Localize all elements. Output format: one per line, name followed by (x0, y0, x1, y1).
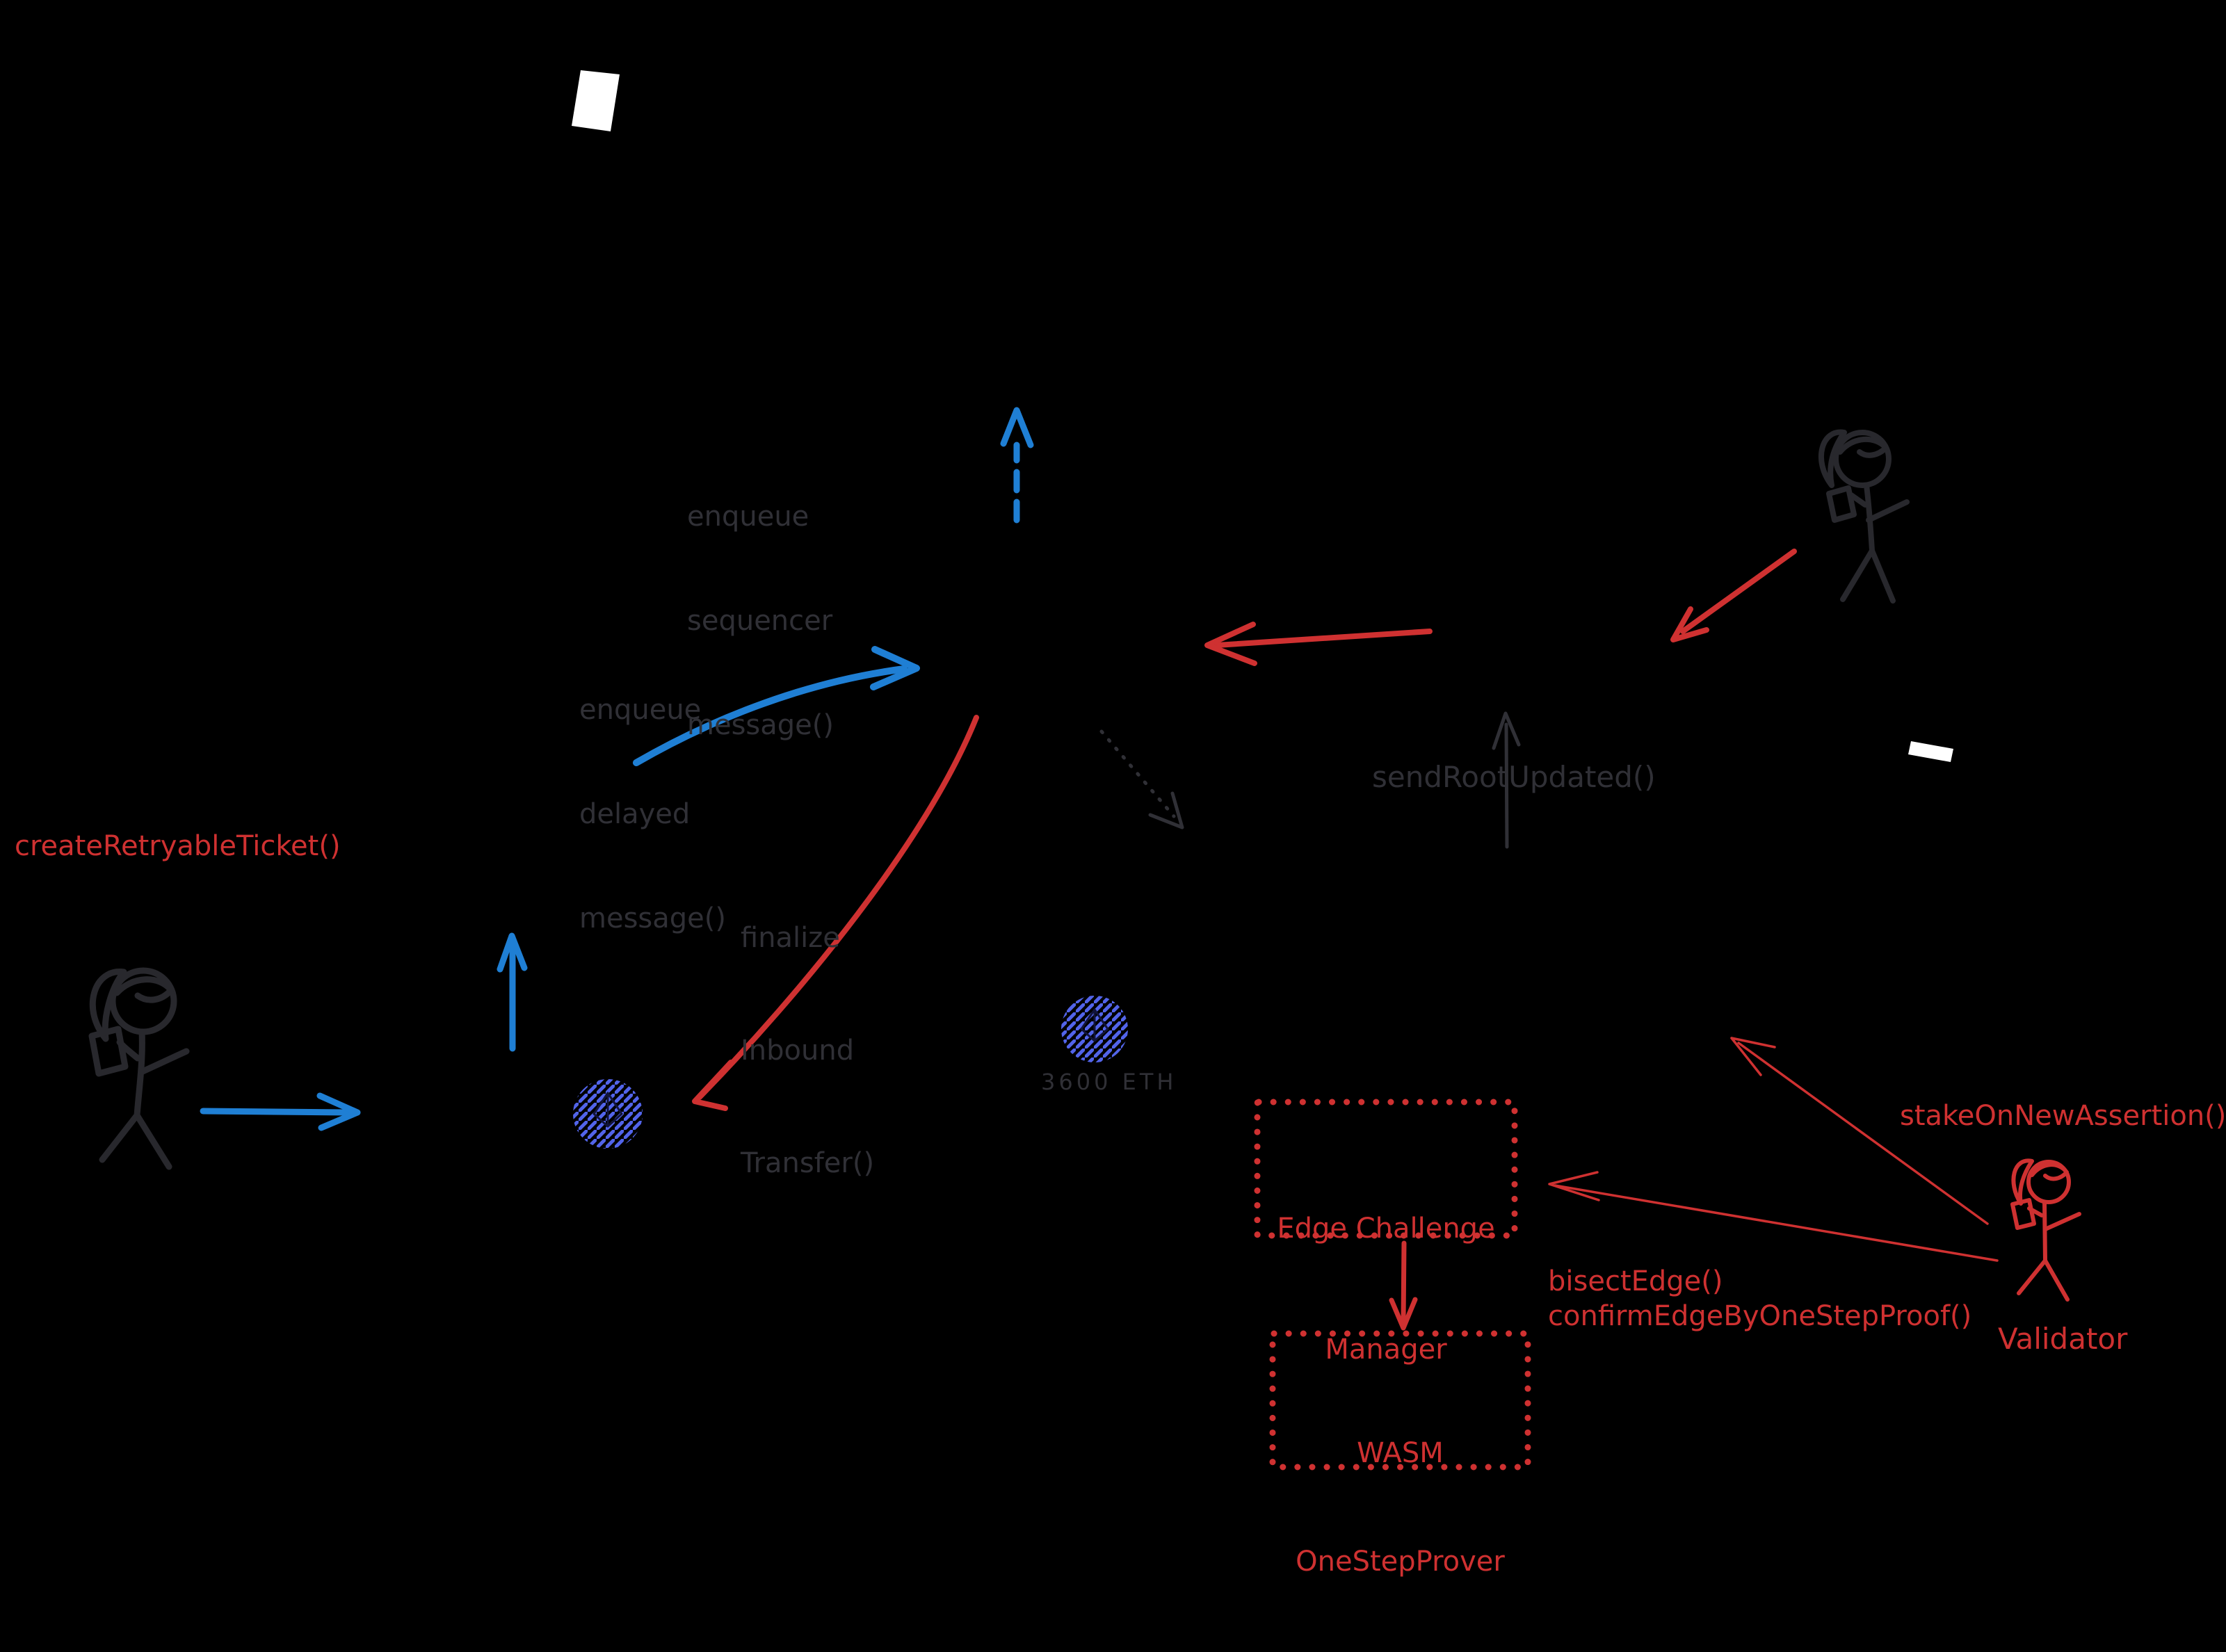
label-send-root-updated: sendRootUpdated() (1372, 760, 1656, 794)
eth-token-bridge-icon (573, 1079, 643, 1149)
label-eth-amount: 3600 ETH (1041, 1069, 1177, 1095)
shaft (1739, 1043, 1987, 1224)
label-wasm-one-step-prover: WASM OneStepProver (1296, 1437, 1505, 1578)
arrow-bridge-up (500, 936, 524, 1048)
label-create-retryable-ticket: createRetryableTicket() (15, 830, 341, 862)
hair (117, 980, 171, 1000)
hair (1840, 439, 1886, 455)
arrowhead (1549, 1172, 1599, 1200)
label-enqueue-delayed-message: enqueue delayed message() (579, 694, 726, 934)
shaft (1555, 1185, 1997, 1261)
user-figure (92, 971, 186, 1167)
arrow-dotted-outbox (1102, 731, 1182, 827)
document-bar-icon (1908, 741, 1953, 762)
phone (2013, 1200, 2034, 1228)
arrow-validator-to-ecm (1549, 1172, 1997, 1261)
label-bisect-edge: bisectEdge() (1548, 1265, 1723, 1297)
shaft (1683, 551, 1794, 631)
body (2044, 1202, 2045, 1261)
arrowhead (695, 1062, 731, 1108)
shaft (1217, 631, 1430, 645)
right-arm (2045, 1214, 2079, 1229)
arrow-poster-down (1673, 551, 1794, 640)
legs (1843, 551, 1893, 601)
document-note-icon (572, 70, 620, 131)
legs (102, 1115, 169, 1167)
arrow-batch-left (1207, 624, 1430, 663)
shaft (1102, 731, 1174, 816)
arrow-dashed-up (1003, 410, 1031, 520)
validator-figure (2013, 1160, 2079, 1299)
label-confirm-edge-by-one-step-proof: confirmEdgeByOneStepProof() (1548, 1300, 1972, 1332)
label-stake-on-new-assertion: stakeOnNewAssertion() (1900, 1100, 2226, 1132)
arrowhead (1003, 410, 1031, 445)
legs (2019, 1261, 2067, 1299)
arrowhead (1150, 793, 1182, 827)
label-enqueue-sequencer-message: enqueue sequencer message() (687, 501, 834, 741)
label-validator: Validator (1998, 1322, 2128, 1356)
shaft (203, 1111, 348, 1112)
label-edge-challenge-manager: Edge Challenge Manager (1277, 1213, 1495, 1366)
poster-figure (1821, 432, 1907, 601)
arrow-user-right (203, 1096, 357, 1128)
right-arm (1869, 502, 1907, 520)
eth-token-3600-icon (1061, 996, 1128, 1062)
right-arm (141, 1051, 186, 1072)
label-finalize-inbound-transfer: finalize Inbound Transfer() (741, 922, 875, 1179)
